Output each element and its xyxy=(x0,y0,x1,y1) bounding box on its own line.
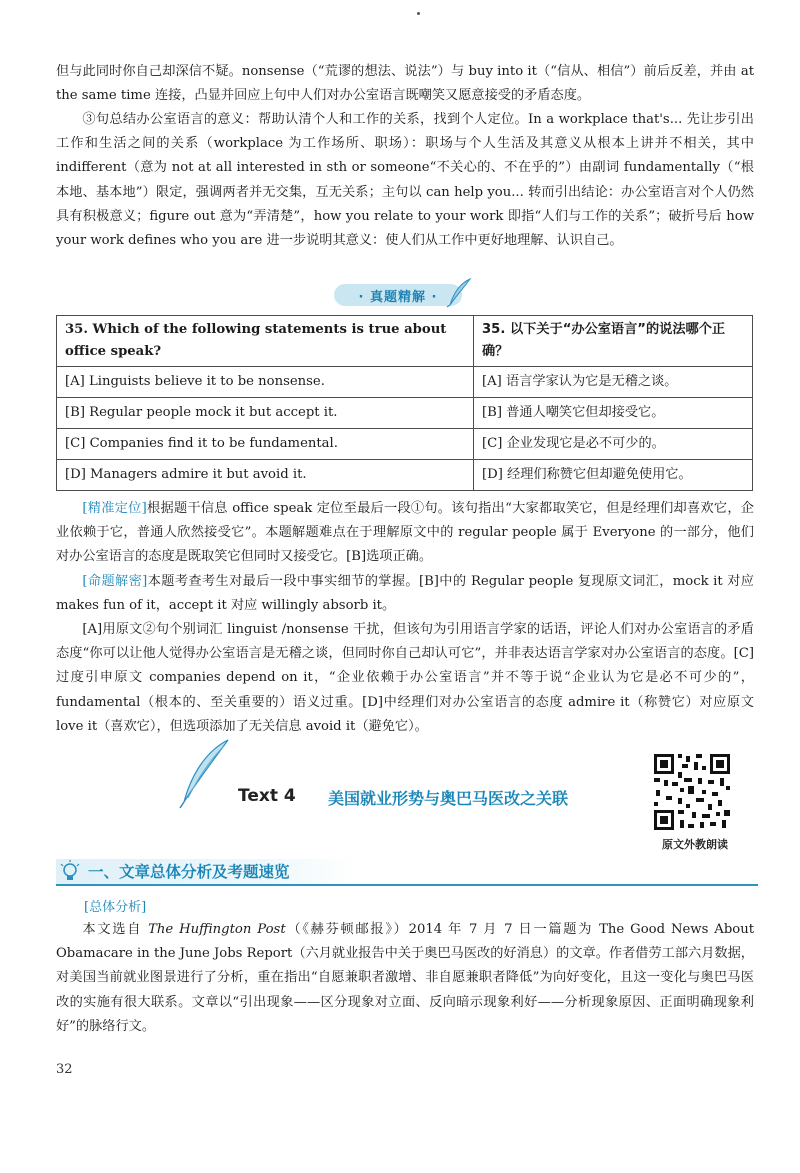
overview-label: [总体分析] xyxy=(84,900,147,915)
text4-label: Text 4 xyxy=(238,786,296,806)
option-d-zh: [D] 经理们称赞它但却避免使用它。 xyxy=(474,460,753,491)
quill-icon xyxy=(446,278,472,308)
option-a-zh: [A] 语言学家认为它是无稽之谈。 xyxy=(474,367,753,398)
quill-feather-icon xyxy=(178,738,230,810)
lightbulb-icon xyxy=(58,860,82,884)
analysis-paragraph-1: 但与此同时你自己却深信不疑。nonsense（“荒谬的想法、说法”）与 buy into it（“信从、相信”）前后反差，并由 at the same time 连接，凸显并回应上句中人们对办公室语言既嘲笑又愿意接受的矛盾态度。 xyxy=(56,64,754,104)
option-c-zh: [C] 企业发现它是必不可少的。 xyxy=(474,429,753,460)
overview-prefix: 本文选自 xyxy=(82,922,149,937)
locate-label: [精准定位] xyxy=(82,501,147,516)
qr-caption: 原文外教朗读 xyxy=(662,838,728,851)
option-c-en: [C] Companies find it to be fundamental. xyxy=(57,429,474,460)
decode-text: 本题考查考生对最后一段中事实细节的掌握。[B]中的 Regular people 复现原文词汇，mock it 对应 makes fun of it，accept it 对应 willingly absorb it。 xyxy=(56,574,754,614)
option-b-zh: [B] 普通人嘲笑它但却接受它。 xyxy=(474,398,753,429)
question-stem-zh: 35. 以下关于“办公室语言”的说法哪个正确？ xyxy=(474,316,753,367)
distractor-paragraph: [A]用原文②句个别词汇 linguist /nonsense 干扰，但该句为引用语言学家的话语，评论人们对办公室语言的矛盾态度“你可以让他人觉得办公室语言是无稽之谈，但同时你自己却认可它”，并非表达语言学家对办公室语言的态度。[C]过度引申原文 companies depend on it，“企业依赖于办公室语言”并不等于说“企业认为它是必不可少的”，fundamental（根本的、至关重要的）语义过重。[D]中经理们对办公室语言的态度 admire it（称赞它）对应原文 love it（喜欢它），但选项添加了无关信息 avoid it（避免它）。 xyxy=(56,622,754,734)
section-label-pill: · 真题精解 · xyxy=(334,284,462,306)
qr-code-icon[interactable] xyxy=(652,752,732,832)
option-d-en: [D] Managers admire it but avoid it. xyxy=(57,460,474,491)
question-table xyxy=(56,315,753,491)
band-underline xyxy=(56,884,758,886)
source-title: The Huffington Post xyxy=(148,922,286,937)
locate-text: 根据题干信息 office speak 定位至最后一段①句。该句指出“大家都取笑它，但是经理们却喜欢它，企业依赖于它，普通人欣然接受它”。本题解题难点在于理解原文中的 regular people 属于 Everyone 的一部分，他们对办公室语言的态度是既取笑它但同时又接受它。[B]选项正确。 xyxy=(56,501,754,565)
question-stem-en: 35. Which of the following statements is true about office speak? xyxy=(57,316,474,367)
option-a-en: [A] Linguists believe it to be nonsense. xyxy=(57,367,474,398)
decode-label: [命题解密] xyxy=(82,574,148,589)
overview-paragraph xyxy=(56,918,754,1039)
section-heading: 一、文章总体分析及考题速览 xyxy=(88,863,290,881)
text4-title: 美国就业形势与奥巴马医改之关联 xyxy=(328,789,569,808)
overview-text: （《赫芬顿邮报》）2014 年 7 月 7 日一篇题为 The Good News About Obamacare in the June Jobs Report（六月就业报告中关于奥巴马医改的好消息）的文章。作者借劳工部六月数据，对美国当前就业图景进行了分析，重在指出“自愿兼职者激增、非自愿兼职者降低”为向好变化，且这一变化与奥巴马医改的实施有很大联系。文章以“引出现象——区分现象对立面、反向暗示现象利好——分析现象原因、正面明确现象利好”的脉络行文。 xyxy=(56,922,754,1034)
option-b-en: [B] Regular people mock it but accept it. xyxy=(57,398,474,429)
decode-paragraph xyxy=(56,570,754,618)
locate-paragraph xyxy=(56,497,754,570)
page-number: 32 xyxy=(56,1062,73,1077)
dot-mark xyxy=(417,12,420,15)
analysis-paragraph-2: ③句总结办公室语言的意义：帮助认清个人和工作的关系，找到个人定位。In a workplace that's... 先让步引出工作和生活之间的关系（workplace 为工作场所、职场）：职场与个人生活及其意义从根本上讲并不相关，其中 indifferent（意为 not at all interested in sth or someone“不关心的、不在乎的”）由副词 fundamentally（“根本地、基本地”）限定，强调两者并无交集，互无关系；主句以 can help you... 转而引出结论：办公室语言对个人仍然具有积极意义；figure out 意为“弄清楚”，how you relate to your work 即指“人们与工作的关系”；破折号后 how your work defines who you are 进一步说明其意义：使人们从工作中更好地理解、认识自己。 xyxy=(56,112,754,249)
section-heading-band xyxy=(56,856,758,886)
